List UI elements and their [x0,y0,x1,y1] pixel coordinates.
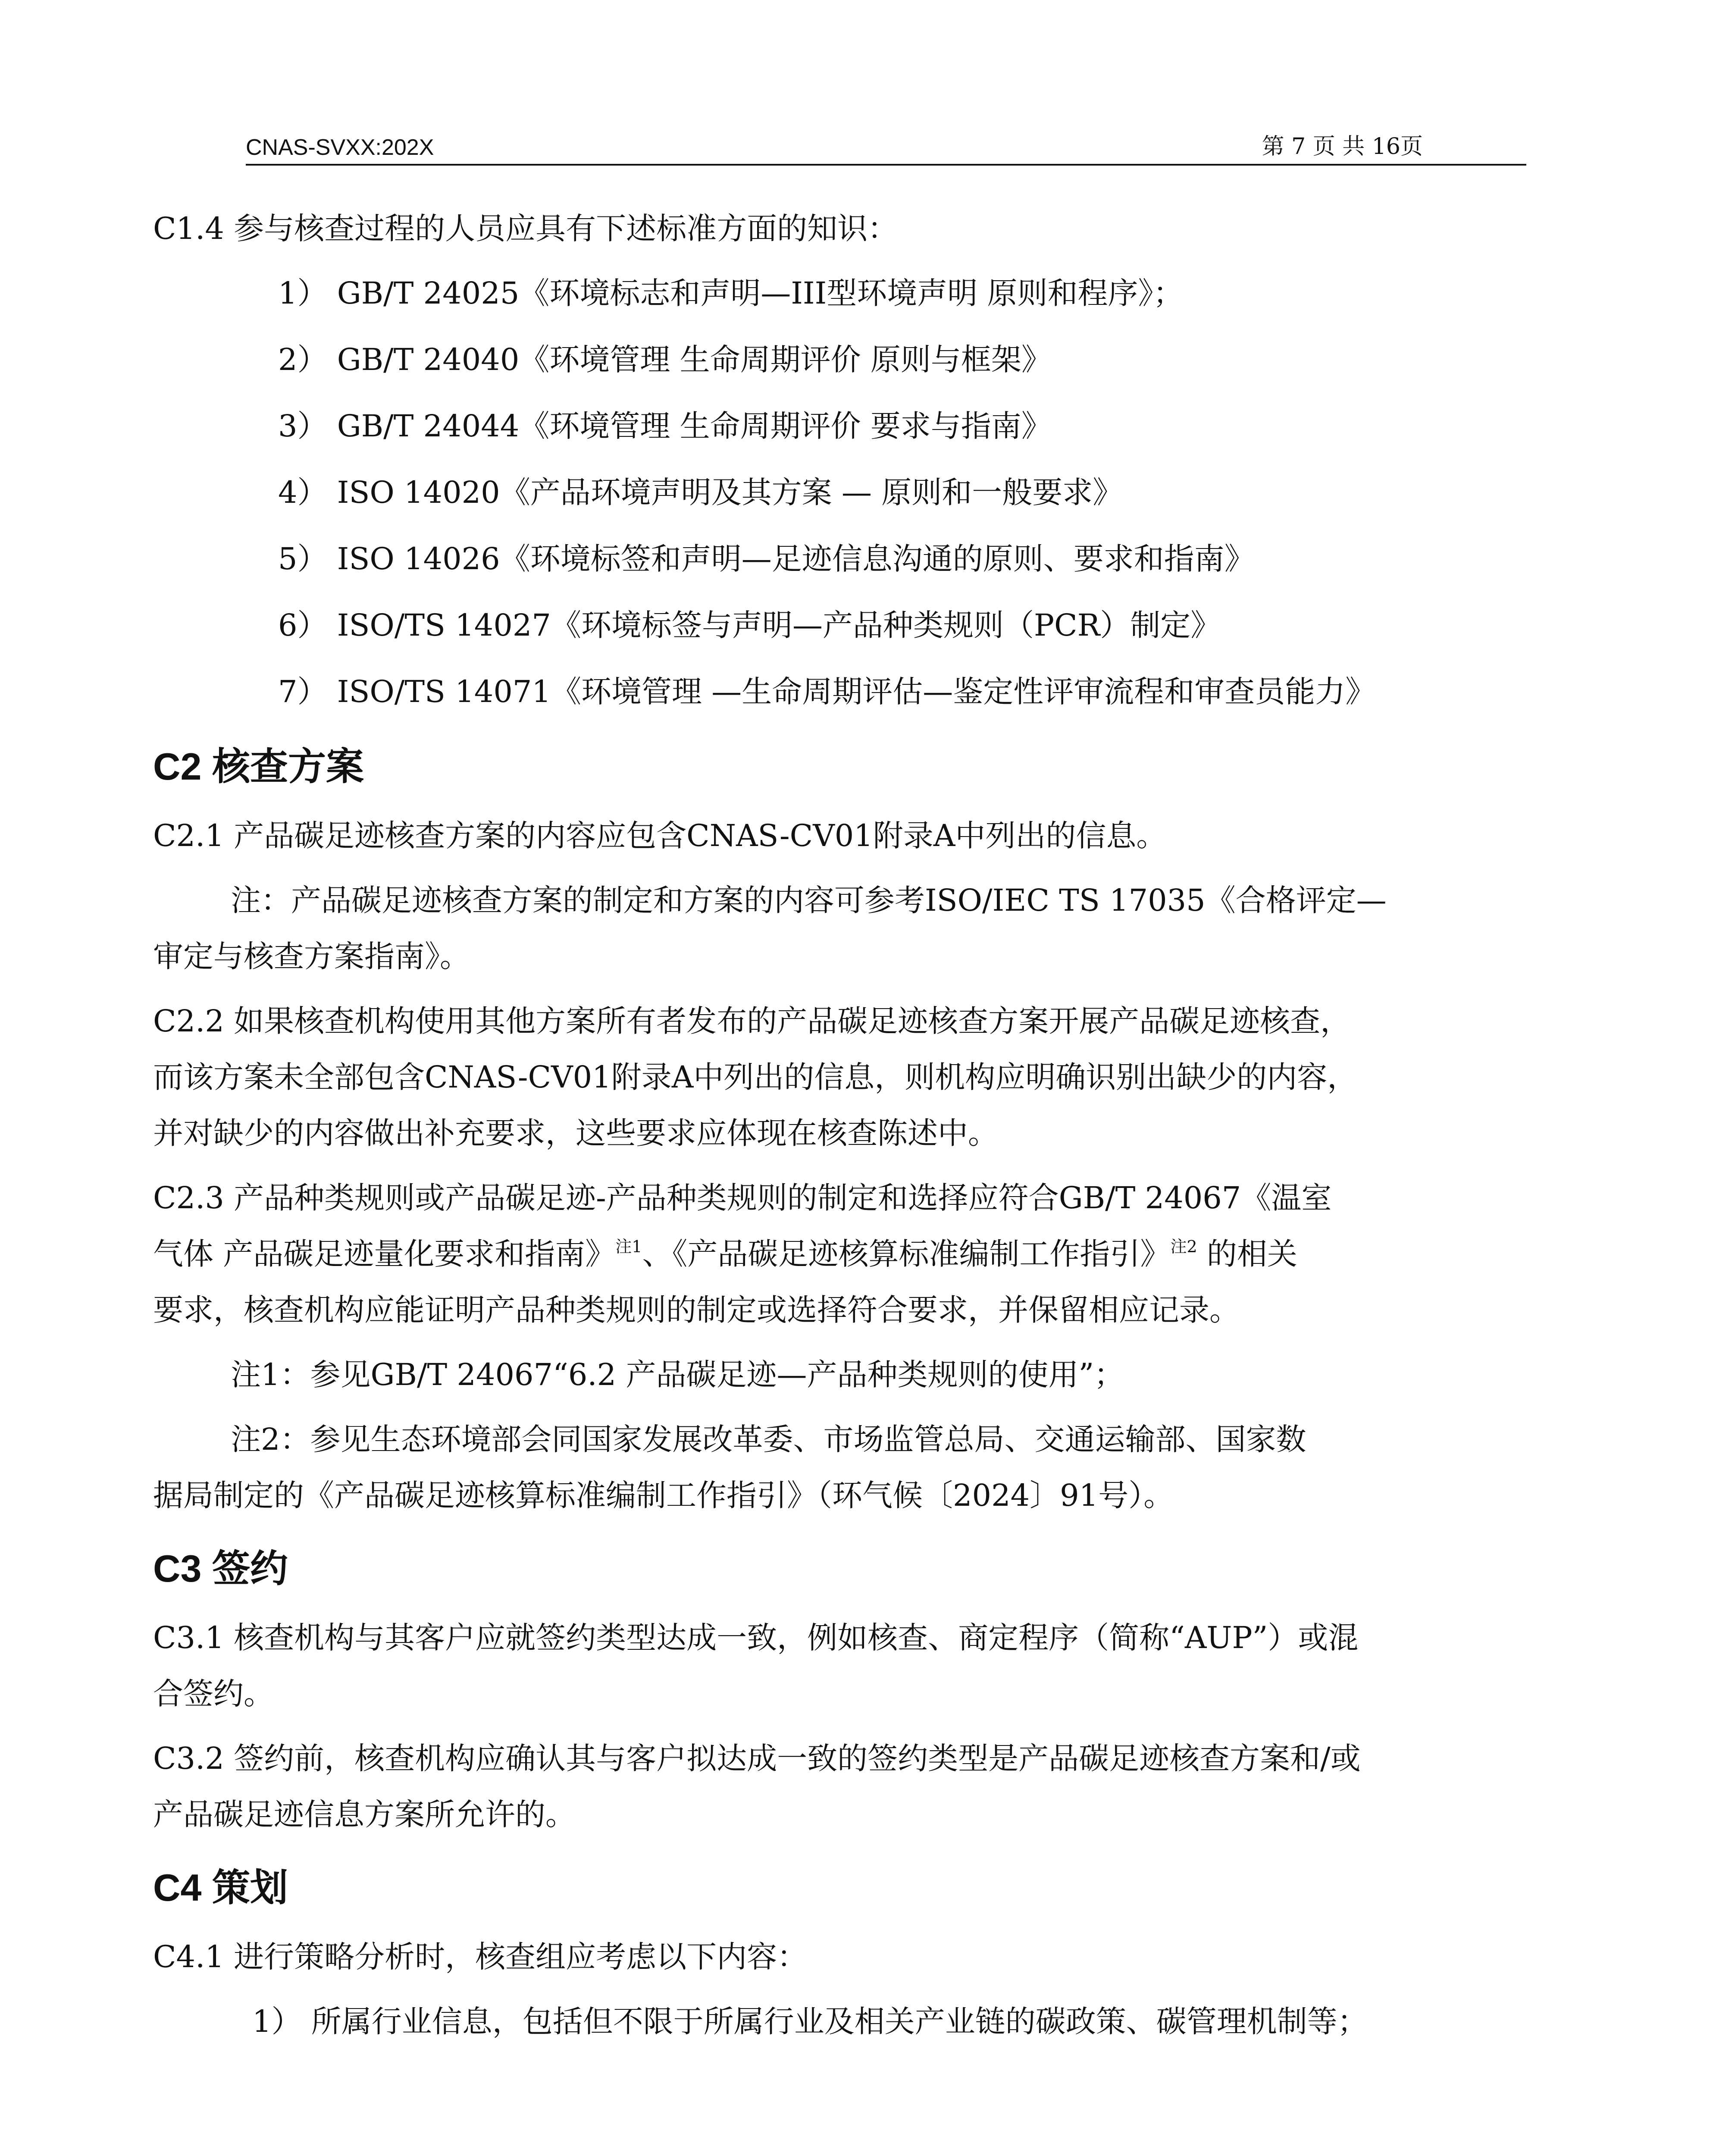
footnote-ref-1: 注1 [615,1237,642,1256]
clause-c2-2-cont: 并对缺少的内容做出补充要求，这些要求应体现在核查陈述中。 [153,1116,998,1151]
clause-text: 的相关 [1197,1236,1297,1272]
clause-c3-1: C3.1 核查机构与其客户应就签约类型达成一致，例如核查、商定程序（简称“AUP”）或混 [153,1620,1359,1655]
document-body [153,207,1554,2065]
clause-c3-2: C3.2 签约前，核查机构应确认其与客户拟达成一致的签约类型是产品碳足迹核查方案和/或 [153,1741,1361,1776]
list-item: 5） ISO 14026《环境标签和声明—足迹信息沟通的原则、要求和指南》 [278,541,1255,577]
clause-c2-3: C2.3 产品种类规则或产品碳足迹-产品种类规则的制定和选择应符合GB/T 24067《温室 [153,1180,1332,1216]
clause-c3-1-cont: 合签约。 [153,1676,274,1711]
section-heading-c3: C3 签约 [153,1547,288,1590]
list-item: 7） ISO/TS 14071《环境管理 —生命周期评估—鉴定性评审流程和审查员能力》 [278,674,1376,709]
clause-c2-1: C2.1 产品碳足迹核查方案的内容应包含CNAS-CV01附录A中列出的信息。 [153,818,1167,853]
page-header [246,116,1526,166]
clause-c2-2: C2.2 如果核查机构使用其他方案所有者发布的产品碳足迹核查方案开展产品碳足迹核查， [153,1003,1351,1039]
clause-text: 、《产品碳足迹核算标准编制工作指引》 [642,1236,1171,1272]
list-item: 3） GB/T 24044《环境管理 生命周期评价 要求与指南》 [278,408,1052,444]
note-1: 注1：参见GB/T 24067“6.2 产品碳足迹—产品种类规则的使用”； [231,1357,1124,1392]
section-heading-c2: C2 核查方案 [153,745,364,788]
clause-c1-4-title: C1.4 参与核查过程的人员应具有下述标准方面的知识： [153,211,898,246]
note-c2-1-cont: 审定与核查方案指南》。 [153,939,470,974]
list-item: 1） 所属行业信息，包括但不限于所属行业及相关产业链的碳政策、碳管理机制等； [252,2004,1368,2039]
list-item: 1） GB/T 24025《环境标志和声明—III型环境声明 原则和程序》； [278,276,1184,311]
document-code: CNAS-SVXX:202X [246,135,434,160]
footnote-ref-2: 注2 [1170,1237,1197,1256]
note-2-cont: 据局制定的《产品碳足迹核算标准编制工作指引》（环气候〔2024〕91号）。 [153,1478,1174,1513]
clause-c3-2-cont: 产品碳足迹信息方案所允许的。 [153,1797,576,1832]
clause-c2-3-cont: 要求，核查机构应能证明产品种类规则的制定或选择符合要求，并保留相应记录。 [153,1292,1240,1328]
list-item: 2） GB/T 24040《环境管理 生命周期评价 原则与框架》 [278,342,1052,377]
section-heading-c4: C4 策划 [153,1866,288,1909]
list-item: 4） ISO 14020《产品环境声明及其方案 — 原则和一般要求》 [278,475,1123,510]
note-2: 注2：参见生态环境部会同国家发展改革委、市场监管总局、交通运输部、国家数 [231,1422,1306,1457]
list-item: 6） ISO/TS 14027《环境标签与声明—产品种类规则（PCR）制定》 [278,608,1221,643]
clause-text: 气体 产品碳足迹量化要求和指南》 [153,1236,616,1272]
page-number: 第 7 页 共 16页 [1262,134,1423,160]
clause-c4-1: C4.1 进行策略分析时，核查组应考虑以下内容： [153,1939,808,1974]
clause-c2-2-cont: 而该方案未全部包含CNAS-CV01附录A中列出的信息，则机构应明确识别出缺少的内容， [153,1059,1358,1095]
clause-c2-3-cont [153,1232,1554,1275]
note-c2-1: 注：产品碳足迹核查方案的制定和方案的内容可参考ISO/IEC TS 17035《合格评定— [231,883,1387,918]
